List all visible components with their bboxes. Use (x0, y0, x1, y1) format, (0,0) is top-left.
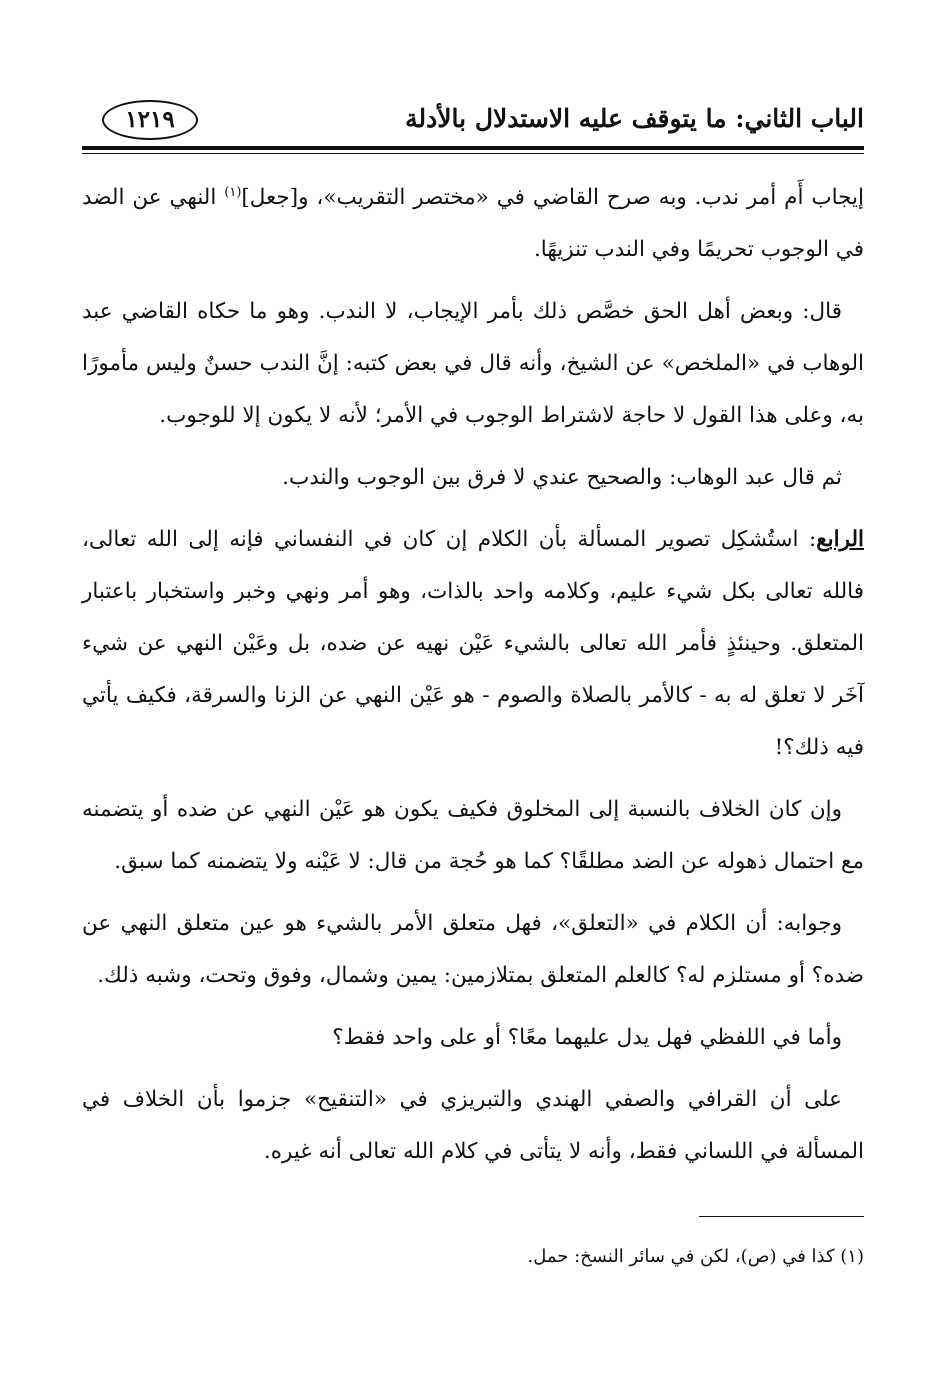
page-number: ١٢١٩ (102, 100, 198, 140)
paragraph-4 (82, 514, 864, 774)
paragraph-3: ثم قال عبد الوهاب: والصحيح عندي لا فرق بين الوجوب والندب. (282, 465, 842, 490)
paragraph-7: وأما في اللفظي فهل يدل عليهما معًا؟ أو على واحد فقط؟ (332, 1025, 842, 1050)
footnote-separator (699, 1216, 864, 1217)
paragraph-8: على أن القرافي والصفي الهندي والتبريزي في «التنقيح» جزموا بأن الخلاف في المسألة في اللساني فقط، وأنه لا يتأتى في كلام الله تعالى أنه غيره. (82, 1087, 864, 1164)
paragraph-1-part-a: إيجاب أَم أمر ندب. وبه صرح القاضي في «مختصر التقريب»، و[جعل] (241, 185, 864, 210)
section-label: الرابع (816, 527, 864, 552)
footnote: (١) كذا في (ص)، لكن في سائر النسخ: حمل. (527, 1246, 864, 1267)
paragraph-5: وإن كان الخلاف بالنسبة إلى المخلوق فكيف يكون هو عَيْن النهي عن ضده أو يتضمنه مع احتمال ذهوله عن الضد مطلقًا؟ كما هو حُجة من قال: لا عَيْنه ولا يتضمنه كما سبق. (82, 797, 864, 874)
header-rule-thin (82, 153, 864, 154)
running-title: الباب الثاني: ما يتوقف عليه الاستدلال بالأدلة (405, 104, 864, 133)
header-rule-thick (82, 146, 864, 150)
paragraph-4-text: : استُشكِل تصوير المسألة بأن الكلام إن كان في النفساني فإنه إلى الله تعالى، فالله تعالى بكل شيء عليم، وكلامه واحد بالذات، وهو أمر ونهي وخبر واستخبار باعتبار المتعلق. وحينئذٍ فأمر الله تعالى بالشيء عَيْن نهيه عن ضده، بل وعَيْن النهي عن شيء آخَر لا تعلق له به - كالأمر بالصلاة والصوم - هو عَيْن النهي عن الزنا والسرقة، فكيف يأتي فيه ذلك؟! (82, 527, 864, 760)
paragraph-1-part-b: النهي عن الضد في الوجوب تحريمًا وفي الندب تنزيهًا. (82, 185, 864, 262)
body-text (82, 172, 864, 1188)
paragraph-1 (82, 172, 864, 276)
footnote-reference: (١) (224, 184, 242, 200)
page-header (82, 98, 864, 144)
paragraph-2: قال: وبعض أهل الحق خصَّص ذلك بأمر الإيجاب، لا الندب. وهو ما حكاه القاضي عبد الوهاب في «الملخص» عن الشيخ، وأنه قال في بعض كتبه: إنَّ الندب حسنٌ وليس مأمورًا به، وعلى هذا القول لا حاجة لاشتراط الوجوب في الأمر؛ لأنه لا يكون إلا للوجوب. (82, 299, 864, 428)
paragraph-6: وجوابه: أن الكلام في «التعلق»، فهل متعلق الأمر بالشيء هو عين متعلق النهي عن ضده؟ أو مستلزم له؟ كالعلم المتعلق بمتلازمين: يمين وشمال، وفوق وتحت، وشبه ذلك. (82, 911, 864, 988)
